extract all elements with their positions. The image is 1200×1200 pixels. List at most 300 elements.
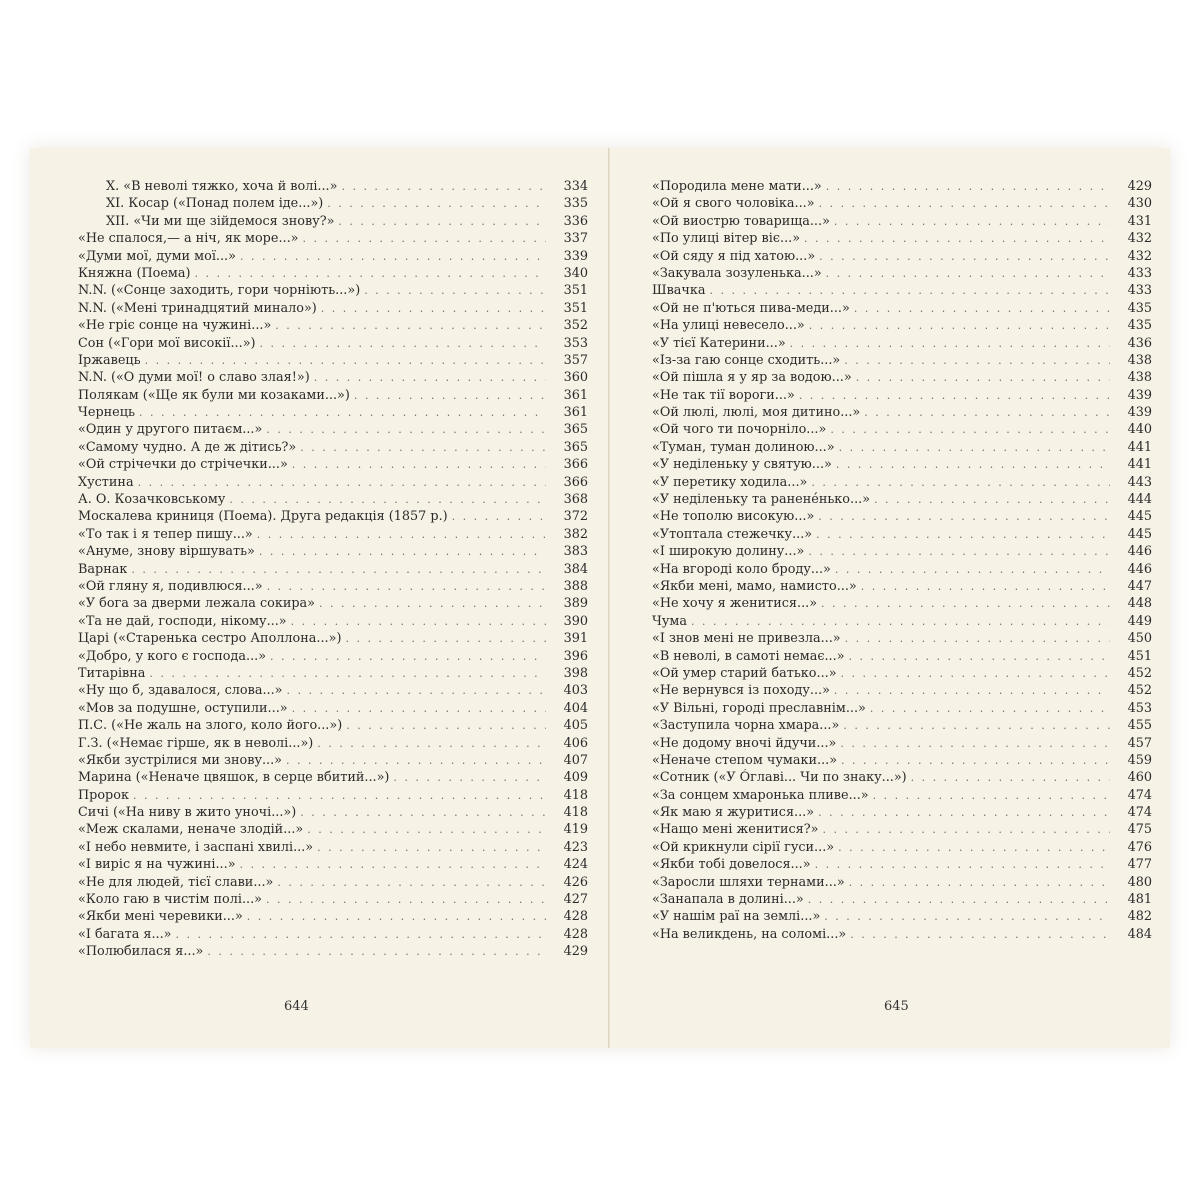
toc-entry (652, 387, 1152, 404)
toc-entry (652, 352, 1152, 369)
book-spread (30, 148, 1170, 1048)
toc-entry (652, 230, 1152, 247)
toc-entry (652, 891, 1152, 908)
page-number-left: 644 (284, 999, 309, 1014)
toc-entry-title: XII. «Чи ми ще зійдемося знову?» (106, 213, 335, 229)
toc-entry-title: «Ой сяду я під хатою...» (652, 248, 816, 264)
toc-entry-page: 427 (563, 892, 588, 908)
toc-entry (78, 561, 588, 578)
toc-entry (652, 526, 1152, 543)
dot-leader (822, 178, 1110, 195)
dot-leader (350, 387, 546, 404)
toc-entry-title: «Ой чого ти почорніло...» (652, 422, 827, 438)
dot-leader (814, 508, 1110, 525)
toc-entry-page: 480 (1127, 874, 1152, 890)
dot-leader (811, 856, 1110, 873)
toc-entry-page: 433 (1127, 265, 1152, 281)
toc-entry-title: «Мов за подушне, оступили...» (78, 700, 288, 716)
toc-entry-title: Чума (652, 613, 688, 629)
dot-leader (857, 578, 1110, 595)
toc-entry-title: «Не спалося,— а ніч, як море...» (78, 231, 299, 247)
dot-leader (310, 369, 546, 386)
dot-leader (266, 648, 546, 665)
toc-entry-title: «Ануме, знову віршувать» (78, 544, 255, 560)
toc-entry-page: 441 (1127, 439, 1152, 455)
toc-entry-page: 406 (563, 735, 588, 751)
toc-entry (78, 508, 588, 525)
toc-entry-page: 351 (563, 283, 588, 299)
toc-entry-page: 396 (563, 648, 588, 664)
dot-leader (283, 682, 547, 699)
toc-entry (652, 682, 1152, 699)
dot-leader (786, 335, 1110, 352)
toc-entry (652, 508, 1152, 525)
toc-entry-title: «Ой люлі, люлі, моя дитино...» (652, 405, 861, 421)
toc-entry-page: 340 (563, 265, 588, 281)
toc-entry-page: 409 (563, 770, 588, 786)
toc-entry-title: N.N. («О думи мої! о славо злая!») (78, 370, 310, 386)
toc-entry-page: 360 (563, 370, 588, 386)
toc-entry-title: «То так і я тепер пишу...» (78, 526, 253, 542)
toc-entry (78, 943, 588, 960)
toc-entry-title: «Не тополю високую...» (652, 509, 815, 525)
toc-entry-title: «Не додому вночі йдучи...» (652, 735, 837, 751)
toc-entry-page: 430 (1127, 196, 1152, 212)
toc-entry (652, 335, 1152, 352)
toc-entry-title: «Заросли шляхи тернами...» (652, 874, 845, 890)
toc-entry-title: «У тієї Катерини...» (652, 335, 786, 351)
dot-leader (818, 821, 1110, 838)
toc-entry (78, 421, 588, 438)
toc-entry-title: «На великдень, на соломі...» (652, 926, 847, 942)
toc-entry-title: «Заступила чорна хмара...» (652, 718, 840, 734)
dot-leader (830, 682, 1110, 699)
toc-entry-title: «Якби тобі довелося...» (652, 857, 811, 873)
toc-entry-title: «Якби зустрілися ми знову...» (78, 752, 283, 768)
dot-leader (271, 317, 546, 334)
dot-leader (236, 856, 546, 873)
toc-entry-page: 482 (1127, 909, 1152, 925)
dot-leader (323, 195, 546, 212)
toc-entry-title: Г.З. («Немає гірше, як в неволі...») (78, 735, 314, 751)
toc-entry-title: «Занапала в долині...» (652, 892, 804, 908)
toc-entry-title: А. О. Козачковському (78, 492, 226, 508)
toc-entry (78, 213, 588, 230)
toc-entry-page: 398 (563, 665, 588, 681)
toc-entry (78, 491, 588, 508)
toc-entry-page: 474 (1127, 787, 1152, 803)
toc-entry-title: «Ой гляну я, подивлюся...» (78, 578, 263, 594)
toc-entry-page: 449 (1127, 613, 1152, 629)
dot-leader (836, 735, 1110, 752)
toc-entry (652, 648, 1152, 665)
toc-entry (652, 456, 1152, 473)
toc-entry-page: 441 (1127, 457, 1152, 473)
toc-entry (78, 821, 588, 838)
dot-leader (337, 178, 546, 195)
toc-entry (78, 248, 588, 265)
toc-entry-title: Хустина (78, 474, 134, 490)
toc-entry-page: 339 (563, 248, 588, 264)
dot-leader (253, 526, 546, 543)
toc-entry-page: 423 (563, 839, 588, 855)
toc-entry-title: «У нашім раї на землі...» (652, 909, 821, 925)
toc-entry-title: «Туман, туман долиною...» (652, 439, 835, 455)
toc-entry (78, 648, 588, 665)
dot-leader (303, 821, 546, 838)
toc-entry-page: 366 (563, 457, 588, 473)
toc-entry-title: Полякам («Ще як були ми козаками...») (78, 387, 350, 403)
toc-entry (652, 717, 1152, 734)
toc-entry-page: 477 (1127, 857, 1152, 873)
toc-entry-page: 426 (563, 874, 588, 890)
dot-leader (191, 265, 546, 282)
dot-leader (817, 595, 1110, 612)
dot-leader (313, 839, 546, 856)
toc-entry (78, 178, 588, 195)
dot-leader (135, 404, 546, 421)
toc-entry-page: 382 (563, 526, 588, 542)
toc-entry-title: Марина («Неначе цвяшок, в серце вбитий...») (78, 770, 390, 786)
toc-entry-page: 372 (563, 509, 588, 525)
dot-leader (815, 248, 1110, 265)
toc-entry-title: «І небо невмите, і заспані хвилі...» (78, 839, 314, 855)
toc-entry-page: 459 (1127, 752, 1152, 768)
right-page-contents (652, 178, 1152, 943)
dot-leader (287, 613, 546, 630)
toc-entry-title: «Ой пішла я у яр за водою...» (652, 370, 852, 386)
toc-entry (78, 456, 588, 473)
toc-entry (652, 700, 1152, 717)
toc-entry-title: «Та не дай, господи, нікому...» (78, 613, 287, 629)
toc-entry-title: X. «В неволі тяжко, хоча й волі...» (106, 179, 338, 194)
dot-leader (313, 735, 546, 752)
toc-entry-page: 476 (1127, 839, 1152, 855)
toc-entry-page: 443 (1127, 474, 1152, 490)
toc-entry (78, 578, 588, 595)
toc-entry-title: Швачка (652, 283, 706, 299)
toc-entry (652, 300, 1152, 317)
toc-entry-page: 439 (1127, 387, 1152, 403)
toc-entry-page: 448 (1127, 596, 1152, 612)
dot-leader (127, 561, 546, 578)
toc-entry-page: 351 (563, 300, 588, 316)
toc-entry-title: Чернець (78, 405, 135, 421)
toc-entry-title: «Самому чудно. А де ж дітись?» (78, 439, 297, 455)
dot-leader (263, 578, 546, 595)
toc-entry-page: 391 (563, 631, 588, 647)
dot-leader (795, 387, 1110, 404)
toc-entry-title: «Меж скалами, неначе злодій...» (78, 822, 304, 838)
dot-leader (841, 630, 1110, 647)
toc-entry-title: «Не так тії вороги...» (652, 387, 795, 403)
toc-entry (652, 421, 1152, 438)
dot-leader (236, 248, 546, 265)
toc-entry (652, 491, 1152, 508)
toc-entry (652, 787, 1152, 804)
toc-entry (652, 926, 1152, 943)
toc-entry-page: 446 (1127, 561, 1152, 577)
toc-entry-page: 447 (1127, 578, 1152, 594)
toc-entry-title: «В неволі, в самоті немає...» (652, 648, 845, 664)
dot-leader (805, 317, 1110, 334)
toc-entry-page: 419 (563, 822, 588, 838)
toc-entry (652, 265, 1152, 282)
toc-entry (78, 317, 588, 334)
toc-entry-title: «За сонцем хмаронька пливе...» (652, 787, 869, 803)
toc-entry-page: 337 (563, 231, 588, 247)
toc-entry (652, 578, 1152, 595)
toc-entry-title: Пророк (78, 787, 129, 803)
dot-leader (837, 752, 1110, 769)
toc-entry-title: «Якби мені, мамо, намисто...» (652, 578, 857, 594)
toc-entry-page: 334 (563, 179, 588, 194)
toc-entry-title: «У перетику ходила...» (652, 474, 808, 490)
toc-entry-page: 432 (1127, 248, 1152, 264)
toc-entry-page: 407 (563, 752, 588, 768)
toc-entry (652, 769, 1152, 786)
toc-entry-page: 432 (1127, 231, 1152, 247)
dot-leader (831, 561, 1110, 578)
toc-entry-page: 336 (563, 213, 588, 229)
toc-entry (652, 874, 1152, 891)
dot-leader (296, 804, 546, 821)
dot-leader (282, 752, 546, 769)
toc-entry (652, 369, 1152, 386)
dot-leader (866, 700, 1110, 717)
toc-entry-title: Сон («Гори мої високії...») (78, 335, 256, 351)
toc-entry-title: Княжна (Поема) (78, 265, 191, 281)
toc-entry (78, 474, 588, 491)
toc-entry-page: 429 (1127, 179, 1152, 194)
dot-leader (826, 421, 1110, 438)
toc-entry (78, 335, 588, 352)
dot-leader (317, 300, 546, 317)
toc-entry (78, 404, 588, 421)
toc-entry (652, 839, 1152, 856)
toc-entry-title: «Коло гаю в чистім полі...» (78, 892, 262, 908)
toc-entry (652, 735, 1152, 752)
toc-entry (652, 856, 1152, 873)
toc-entry-title: «Як маю я журитися...» (652, 805, 815, 821)
toc-entry-title: «І знов мені не привезла...» (652, 631, 841, 647)
toc-entry-title: «На улиці невесело...» (652, 318, 805, 334)
dot-leader (448, 508, 546, 525)
toc-entry-title: «По улиці вітер віє...» (652, 231, 801, 247)
dot-leader (341, 630, 546, 647)
dot-leader (134, 474, 546, 491)
dot-leader (814, 804, 1110, 821)
toc-entry (78, 526, 588, 543)
toc-entry-page: 481 (1127, 892, 1152, 908)
toc-entry-page: 431 (1127, 213, 1152, 229)
toc-entry-page: 428 (563, 926, 588, 942)
left-page-contents (78, 178, 588, 961)
toc-entry-page: 440 (1127, 422, 1152, 438)
toc-entry-page: 357 (563, 352, 588, 368)
toc-entry-title: N.N. («Мені тринадцятий минало») (78, 300, 317, 316)
toc-entry-title: «Закувала зозуленька...» (652, 265, 822, 281)
dot-leader (360, 282, 546, 299)
toc-entry-page: 445 (1127, 509, 1152, 525)
dot-leader (834, 839, 1110, 856)
toc-entry-page: 368 (563, 492, 588, 508)
dot-leader (850, 300, 1110, 317)
toc-entry-page: 445 (1127, 526, 1152, 542)
toc-entry-title: «Добро, у кого є господа...» (78, 648, 267, 664)
dot-leader (342, 717, 546, 734)
dot-leader (255, 543, 546, 560)
toc-entry (652, 543, 1152, 560)
toc-entry-page: 383 (563, 544, 588, 560)
toc-entry (78, 543, 588, 560)
toc-entry-title: «На вгороді коло броду...» (652, 561, 831, 577)
toc-entry (652, 821, 1152, 838)
toc-entry-page: 388 (563, 578, 588, 594)
dot-leader (839, 717, 1110, 734)
dot-leader (225, 491, 546, 508)
toc-entry-page: 365 (563, 439, 588, 455)
toc-entry (78, 595, 588, 612)
dot-leader (804, 543, 1110, 560)
toc-entry-page: 438 (1127, 370, 1152, 386)
toc-entry (78, 891, 588, 908)
dot-leader (832, 456, 1110, 473)
toc-entry (652, 752, 1152, 769)
toc-entry-title: «Ой я свого чоловіка...» (652, 196, 815, 212)
toc-entry-title: Титарівна (78, 665, 146, 681)
toc-entry-page: 361 (563, 387, 588, 403)
dot-leader (145, 665, 546, 682)
dot-leader (687, 613, 1110, 630)
toc-entry-title: «Ой крикнули сірії гуси...» (652, 839, 835, 855)
toc-entry-title: «Нащо мені женитися?» (652, 822, 819, 838)
toc-entry-page: 453 (1127, 700, 1152, 716)
toc-entry (78, 752, 588, 769)
toc-entry-page: 433 (1127, 283, 1152, 299)
toc-entry-page: 438 (1127, 352, 1152, 368)
toc-entry-page: 457 (1127, 735, 1152, 751)
toc-entry (652, 474, 1152, 491)
toc-entry-page: 361 (563, 405, 588, 421)
toc-entry (78, 804, 588, 821)
toc-entry-page: 335 (563, 196, 588, 212)
toc-entry (78, 265, 588, 282)
toc-entry (652, 282, 1152, 299)
toc-entry-page: 475 (1127, 822, 1152, 838)
toc-entry-page: 403 (563, 683, 588, 699)
dot-leader (835, 439, 1110, 456)
toc-entry (652, 613, 1152, 630)
toc-entry (78, 700, 588, 717)
toc-entry-title: П.С. («Не жаль на злого, коло його...») (78, 718, 343, 734)
toc-entry (78, 613, 588, 630)
toc-entry-page: 460 (1127, 770, 1152, 786)
toc-entry (78, 717, 588, 734)
toc-entry (78, 839, 588, 856)
toc-entry-title: «Породила мене мати...» (652, 179, 822, 194)
toc-entry (78, 682, 588, 699)
dot-leader (840, 352, 1110, 369)
toc-entry-title: Москалева криниця (Поема). Друга редакція (1857 р.) (78, 509, 448, 525)
toc-entry-title: «У неділеньку та раненéнько...» (652, 492, 871, 508)
toc-entry (78, 387, 588, 404)
dot-leader (256, 335, 546, 352)
toc-entry-title: «І багата я...» (78, 926, 172, 942)
toc-entry (78, 874, 588, 891)
toc-entry-title: «Думи мої, думи мої...» (78, 248, 236, 264)
toc-entry (652, 804, 1152, 821)
dot-leader (845, 648, 1110, 665)
toc-entry-page: 389 (563, 596, 588, 612)
toc-entry-title: «Сотник («У Óглаві... Чи по знаку...») (652, 770, 907, 786)
toc-entry (652, 439, 1152, 456)
toc-entry-page: 366 (563, 474, 588, 490)
dot-leader (706, 282, 1110, 299)
toc-entry-title: «Неначе степом чумаки...» (652, 752, 838, 768)
toc-entry-title: «Ой не п'ються пива-меди...» (652, 300, 850, 316)
dot-leader (846, 926, 1110, 943)
toc-entry-title: «У Вільні, городі преславнім...» (652, 700, 866, 716)
dot-leader (389, 769, 546, 786)
toc-entry-page: 439 (1127, 405, 1152, 421)
toc-entry (78, 352, 588, 369)
toc-entry-page: 429 (563, 944, 588, 960)
toc-entry (78, 926, 588, 943)
dot-leader (288, 456, 546, 473)
dot-leader (807, 474, 1110, 491)
toc-entry (78, 230, 588, 247)
dot-leader (298, 230, 546, 247)
toc-entry-title: Царі («Старенька сестро Аполлона...») (78, 631, 342, 647)
dot-leader (860, 404, 1110, 421)
dot-leader (262, 891, 546, 908)
toc-entry-page: 353 (563, 335, 588, 351)
toc-entry (78, 735, 588, 752)
dot-leader (141, 352, 546, 369)
toc-entry-title: «Ой стрічечки до стрічечки...» (78, 457, 288, 473)
toc-entry (78, 665, 588, 682)
dot-leader (243, 908, 546, 925)
toc-entry-page: 352 (563, 318, 588, 334)
dot-leader (129, 787, 546, 804)
toc-entry-title: «Утоптала стежечку...» (652, 526, 813, 542)
dot-leader (172, 926, 546, 943)
dot-leader (845, 874, 1110, 891)
toc-entry (78, 856, 588, 873)
toc-entry-page: 452 (1127, 683, 1152, 699)
dot-leader (262, 421, 546, 438)
toc-entry-title: «І виріс я на чужині...» (78, 857, 236, 873)
toc-entry (78, 787, 588, 804)
toc-entry-title: «Не гріє сонце на чужині...» (78, 318, 272, 334)
dot-leader (837, 665, 1110, 682)
toc-entry-page: 450 (1127, 631, 1152, 647)
toc-entry (652, 561, 1152, 578)
toc-entry (78, 630, 588, 647)
toc-entry-title: «Якби мені черевики...» (78, 909, 243, 925)
toc-entry-title: «Один у другого питаєм...» (78, 422, 263, 438)
toc-entry-title: N.N. («Сонце заходить, гори чорніють...») (78, 283, 361, 299)
toc-entry-title: «У бога за дверми лежала сокира» (78, 596, 316, 612)
dot-leader (273, 874, 546, 891)
toc-entry (652, 213, 1152, 230)
toc-entry-page: 446 (1127, 544, 1152, 560)
toc-entry (78, 195, 588, 212)
book-gutter (608, 148, 610, 1048)
toc-entry-title: «Із-за гаю сонце сходить...» (652, 352, 841, 368)
toc-entry (78, 908, 588, 925)
